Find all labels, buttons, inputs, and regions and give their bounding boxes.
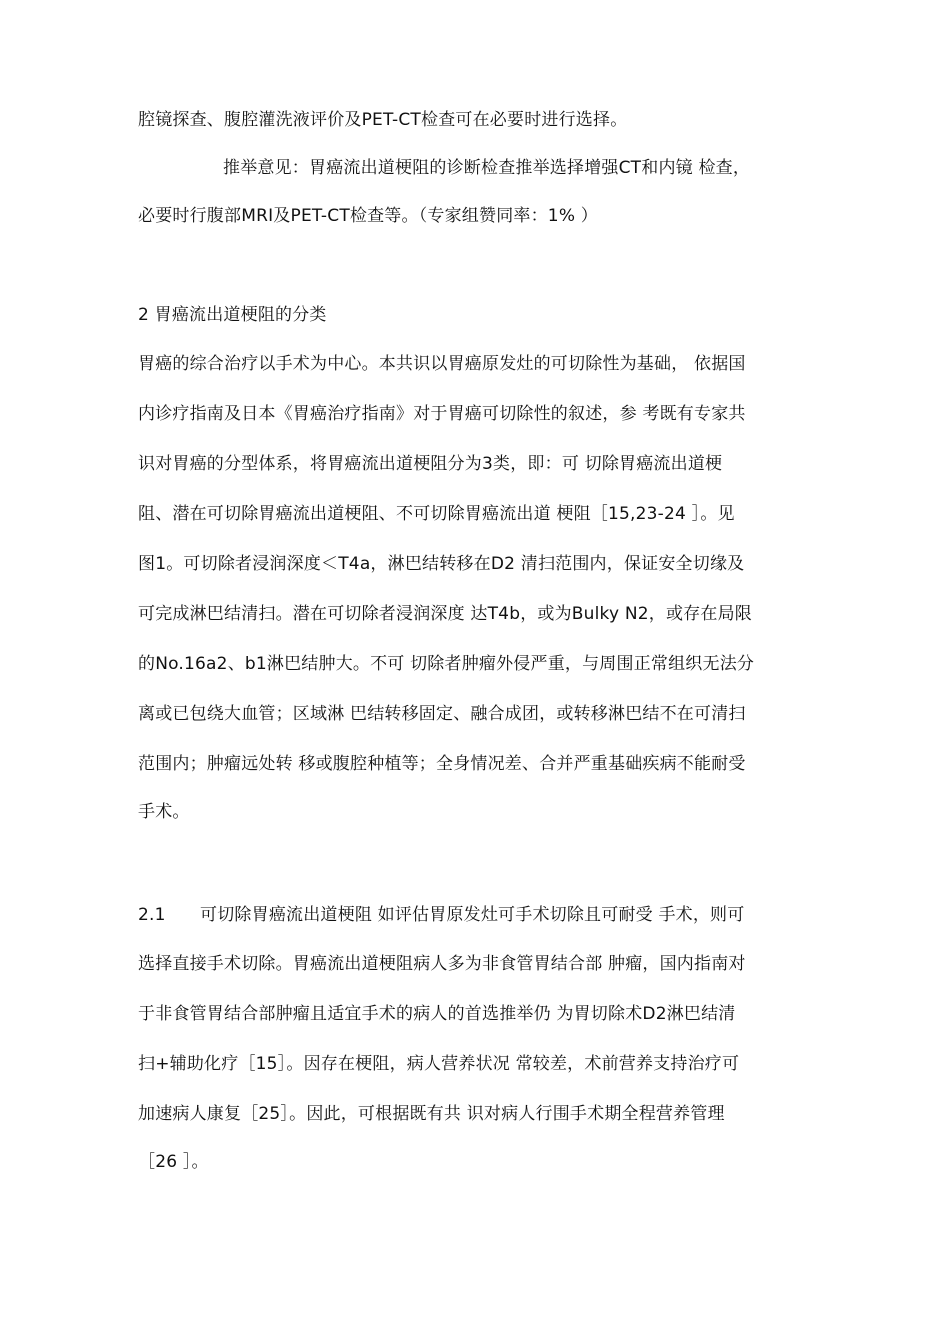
paragraph-line: 加速病人康复［25］。因此，可根据既有共 识对病人行围手术期全程营养管理 [138, 1104, 725, 1124]
subsection-line: 2.1 可切除胃癌流出道梗阻 如评估胃原发灶可手术切除且可耐受 手术，则可 [138, 905, 745, 925]
paragraph-line: 手术。 [138, 802, 190, 822]
paragraph-line: 选择直接手术切除。胃癌流出道梗阻病人多为非食管胃结合部 肿瘤，国内指南对 [138, 954, 746, 974]
paragraph-line: 识对胃癌的分型体系，将胃癌流出道梗阻分为3类，即：可 切除胃癌流出道梗 [138, 454, 723, 474]
paragraph-line: 胃癌的综合治疗以手术为中心。本共识以胃癌原发灶的可切除性为基础， 依据国 [138, 354, 746, 374]
recommendation-line: 推举意见：胃癌流出道梗阻的诊断检查推举选择增强CT和内镜 检查， [223, 158, 751, 178]
paragraph-line: ［26 ］。 [138, 1152, 209, 1172]
section-heading: 2 胃癌流出道梗阻的分类 [138, 305, 327, 325]
paragraph-line: 腔镜探查、腹腔灌洗液评价及PET-CT检查可在必要时进行选择。 [138, 110, 628, 130]
paragraph-line: 可完成淋巴结清扫。潜在可切除者浸润深度 达T4b，或为Bulky N2，或存在局限 [138, 604, 752, 624]
paragraph-line: 的No.16a2、b1淋巴结肿大。不可 切除者肿瘤外侵严重，与周围正常组织无法分 [138, 654, 755, 674]
paragraph-line: 阻、潜在可切除胃癌流出道梗阻、不可切除胃癌流出道 梗阻［15,23-24 ］。见 [138, 504, 735, 524]
recommendation-line: 必要时行腹部MRI及PET-CT检查等。（专家组赞同率：1% ） [138, 206, 598, 226]
paragraph-line: 离或已包绕大血管；区域淋 巴结转移固定、融合成团，或转移淋巴结不在可清扫 [138, 704, 746, 724]
paragraph-line: 范围内；肿瘤远处转 移或腹腔种植等；全身情况差、合并严重基础疾病不能耐受 [138, 754, 746, 774]
paragraph-line: 扫+辅助化疗［15］。因存在梗阻，病人营养状况 常较差，术前营养支持治疗可 [138, 1054, 740, 1074]
paragraph-line: 图1。可切除者浸润深度＜T4a，淋巴结转移在D2 清扫范围内，保证安全切缘及 [138, 554, 745, 574]
paragraph-line: 内诊疗指南及日本《胃癌治疗指南》对于胃癌可切除性的叙述，参 考既有专家共 [138, 404, 746, 424]
paragraph-line: 于非食管胃结合部肿瘤且适宜手术的病人的首选推举仍 为胃切除术D2淋巴结清 [138, 1004, 736, 1024]
